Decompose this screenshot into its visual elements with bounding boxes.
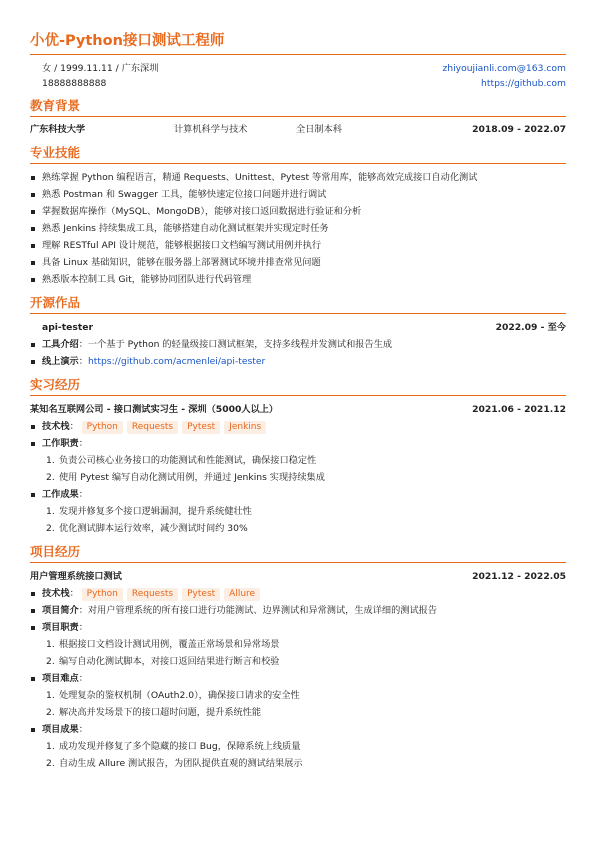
tech-stack [30,418,566,435]
internship-result-heading-list [30,486,566,503]
duty-colon: ： [78,622,88,633]
item-number: 2. [46,656,55,667]
candidate-name: 小优-Python接口测试工程师 [30,33,225,49]
duty-heading [30,619,566,636]
demo-link[interactable]: https://github.com/acmenlei/api-tester [87,356,266,367]
skill-item: 熟悉版本控制工具 Git，能够协同团队进行代码管理 [30,271,566,288]
stack-colon: ： [69,421,79,432]
item-text: 自动生成 Allure 测试报告，为团队提供直观的测试结果展示 [59,758,303,769]
duty-item [46,653,566,670]
section-title-opensource: 开源作品 [30,295,81,310]
result-heading [30,486,566,503]
project-duty-list [30,636,566,670]
project-list [30,585,566,636]
skill-item: 具备 Linux 基础知识，能够在服务器上部署测试环境并排查常见问题 [30,254,566,271]
opensource-demo [30,353,566,370]
result-label: 工作成果 [42,489,79,500]
item-text: 成功发现并修复了多个隐藏的接口 Bug，保障系统上线质量 [59,741,301,752]
item-text: 根据接口文档设计测试用例，覆盖正常场景和异常场景 [59,639,280,650]
difficulty-colon: ： [78,673,88,684]
project-intro [30,602,566,619]
item-text: 处理复杂的鉴权机制（OAuth2.0），确保接口请求的安全性 [59,690,300,701]
item-text: 优化测试脚本运行效率，减少测试时间约 30% [59,523,248,534]
item-number: 2. [46,707,55,718]
internship-list [30,418,566,452]
item-number: 1. [46,690,55,701]
major: 计算机科学与技术 [174,124,248,135]
item-number: 2. [46,472,55,483]
duty-heading [30,435,566,452]
duty-item [46,469,566,486]
result-item [46,755,566,772]
demo-colon: ： [78,356,88,367]
tech-tag: Jenkins [224,421,266,434]
contact-right [442,61,566,91]
contact-block [30,55,566,91]
item-number: 1. [46,506,55,517]
internship-date: 2021.06 - 2021.12 [472,404,566,415]
stack-label: 技术栈 [42,588,70,599]
difficulty-heading [30,670,566,687]
result-item [46,738,566,755]
result-list [30,503,566,537]
item-number: 1. [46,639,55,650]
project-difficulty-heading-list [30,670,566,687]
item-text: 使用 Pytest 编写自动化测试用例，并通过 Jenkins 实现持续集成 [59,472,325,483]
duty-colon: ： [78,438,88,449]
section-divider [30,163,566,164]
item-text: 编写自动化测试脚本，对接口返回结果进行断言和校验 [59,656,280,667]
item-number: 1. [46,455,55,466]
duty-item [46,636,566,653]
website-link[interactable]: https://github.com [481,78,566,89]
tech-tag: Allure [224,588,260,601]
section-divider [30,116,566,117]
result-colon: ： [78,724,88,735]
difficulty-list [30,687,566,721]
education-date: 2018.09 - 2022.07 [472,124,566,135]
stack-colon: ： [69,588,79,599]
tech-tag: Requests [127,588,178,601]
tech-tag: Pytest [182,421,220,434]
internship-title: 某知名互联网公司 - 接口测试实习生 - 深圳（5000人以上） [30,404,279,415]
internship-heading [30,401,566,418]
intro-label: 项目简介 [42,605,79,616]
duty-item [46,452,566,469]
opensource-heading [30,319,566,336]
difficulty-item [46,687,566,704]
item-text: 解决高并发场景下的接口超时问题，提升系统性能 [59,707,262,718]
demo-label: 线上演示 [42,356,79,367]
tech-tag: Requests [127,421,178,434]
degree: 全日制本科 [296,124,342,135]
intro-label: 工具介绍 [42,339,79,350]
item-number: 2. [46,523,55,534]
email-link[interactable]: zhiyoujianli.com@163.com [442,63,566,74]
project-date: 2021.12 - 2022.05 [472,571,566,582]
difficulty-item [46,704,566,721]
opensource-date: 2022.09 - 至今 [495,322,566,333]
intro-text: ：一个基于 Python 的轻量级接口测试框架，支持多线程并发测试和报告生成 [78,339,393,350]
skill-item: 熟悉 Jenkins 持续集成工具，能够搭建自动化测试框架并实现定时任务 [30,220,566,237]
section-title-internship: 实习经历 [30,377,81,392]
skill-item: 理解 RESTful API 设计规范，能够根据接口文档编写测试用例并执行 [30,237,566,254]
duty-label: 工作职责 [42,438,79,449]
project-result-list [30,738,566,772]
duty-label: 项目职责 [42,622,79,633]
tech-tag: Python [82,421,123,434]
opensource-list [30,336,566,370]
item-text: 发现并修复多个接口逻辑漏洞，提升系统健壮性 [59,506,252,517]
skill-item: 熟悉 Postman 和 Swagger 工具，能够快速定位接口问题并进行调试 [30,186,566,203]
result-item [46,520,566,537]
project-result-heading-list [30,721,566,738]
difficulty-label: 项目难点 [42,673,79,684]
section-divider [30,562,566,563]
skills-list [30,169,566,288]
result-item [46,503,566,520]
project-heading [30,568,566,585]
tech-tag: Pytest [182,588,220,601]
project-title: 用户管理系统接口测试 [30,571,122,582]
section-title-education: 教育背景 [30,98,81,113]
phone-number: 18888888888 [42,78,107,89]
result-label: 项目成果 [42,724,79,735]
item-text: 负责公司核心业务接口的功能测试和性能测试，确保接口稳定性 [59,455,317,466]
skill-item: 掌握数据库操作（MySQL、MongoDB），能够对接口返回数据进行验证和分析 [30,203,566,220]
section-divider [30,395,566,396]
item-number: 1. [46,741,55,752]
skill-item: 熟练掌握 Python 编程语言，精通 Requests、Unittest、Pytest 等常用库，能够高效完成接口自动化测试 [30,169,566,186]
result-colon: ： [78,489,88,500]
section-divider [30,313,566,314]
project-name: api-tester [42,322,93,333]
tech-stack [30,585,566,602]
item-number: 2. [46,758,55,769]
duty-list [30,452,566,486]
stack-label: 技术栈 [42,421,70,432]
section-title-skills: 专业技能 [30,145,81,160]
section-title-project: 项目经历 [30,544,81,559]
contact-left [42,61,158,91]
education-row [30,122,566,138]
opensource-intro [30,336,566,353]
tech-tag: Python [82,588,123,601]
school-name: 广东科技大学 [30,124,86,135]
personal-info: 女 / 1999.11.11 / 广东深圳 [42,63,159,74]
intro-text: ：对用户管理系统的所有接口进行功能测试、边界测试和异常测试，生成详细的测试报告 [78,605,438,616]
result-heading [30,721,566,738]
